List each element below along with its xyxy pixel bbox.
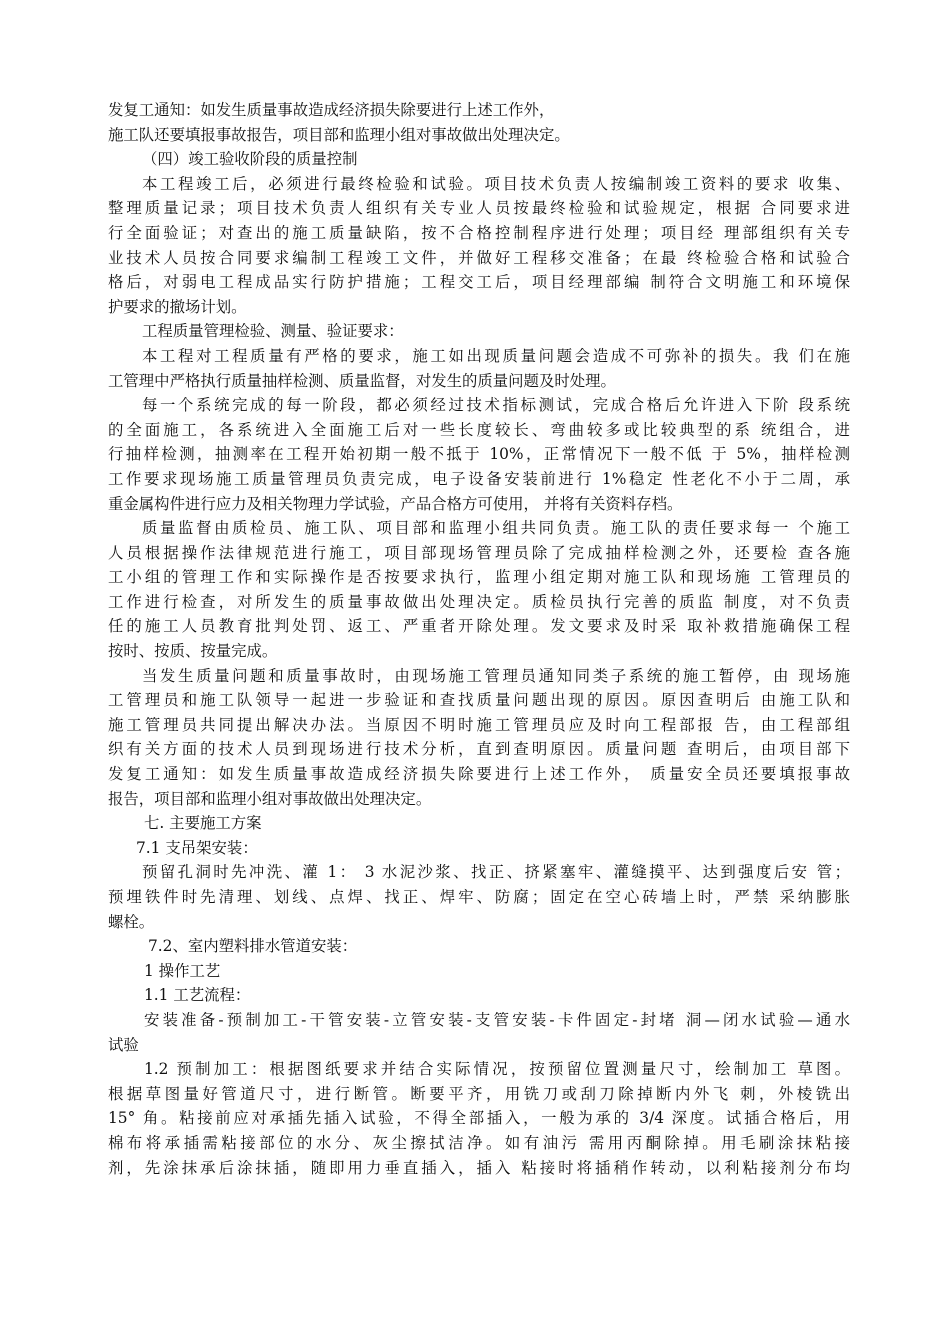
text-line: 当发生质量问题和质量事故时，由现场施工管理员通知同类子系统的施工暂停，由 现场施 [142, 666, 850, 685]
text-line: 本工程对工程质量有严格的要求，施工如出现质量问题会造成不可弥补的损失。我 们在施 [142, 346, 850, 365]
text-line: 护要求的撤场计划。 [108, 297, 247, 316]
text-line: 棉布将承插需粘接部位的水分、灰尘擦拭洁净。如有油污 需用丙酮除掉。用毛刷涂抹粘接 [108, 1133, 850, 1152]
text-line: 每一个系统完成的每一阶段，都必须经过技术指标测试，完成合格后允许进入下阶 段系统 [142, 396, 850, 415]
text-line: 任的施工人员教育批判处罚、返工、严重者开除处理。发文要求及时采 取补救措施确保工程 [108, 617, 850, 636]
section-heading: （四）竣工验收阶段的质量控制 [142, 150, 358, 169]
subsection-heading: 7.1 支吊架安装： [136, 838, 258, 857]
text-line: 格后，对弱电工程成品实行防护措施；工程交工后，项目经理部编 制符合文明施工和环境保 [108, 273, 850, 292]
text-line: 按时、按质、按量完成。 [108, 642, 278, 661]
text-line: 质量监督由质检员、施工队、项目部和监理小组共同负责。施工队的责任要求每一 个施工 [142, 519, 850, 538]
text-line: 行抽样检测，抽测率在工程开始初期一般不抵于 10%，正常情况下一般不低 于 5%，抽样检测 [108, 445, 850, 464]
text-line: 施工队还要填报事故报告，项目部和监理小组对事故做出处理决定。 [108, 125, 570, 144]
text-line: 工管理中严格执行质量抽样检测、质量监督，对发生的质量问题及时处理。 [108, 371, 616, 390]
text-line: 根据草图量好管道尺寸，进行断管。断要平齐，用铣刀或刮刀除掉断内外飞 刺，外棱铣出 [108, 1084, 850, 1103]
text-line: 业技术人员按合同要求编制工程竣工文件，并做好工程移交准备；在最 终检验合格和试验合 [108, 248, 850, 267]
text-line: 工小组的管理工作和实际操作是否按要求执行，监理小组定期对施工队和现场施 工管理员的 [108, 568, 850, 587]
subsection-heading: 7.2、室内塑料排水管道安装： [148, 937, 358, 956]
document-page [108, 98, 850, 1180]
text-line: 发复工通知：如发生质量事故造成经济损失除要进行上述工作外， 质量安全员还要填报事故 [108, 765, 850, 784]
text-line: 螺栓。 [108, 912, 155, 931]
section-heading: 工程质量管理检验、测量、验证要求： [142, 322, 404, 341]
text-line: 本工程竣工后，必须进行最终检验和试验。项目技术负责人按编制竣工资料的要求 收集、 [142, 174, 850, 193]
text-line: 整理质量记录；项目技术负责人组织有关专业人员按最终检验和试验规定，根据 合同要求进 [108, 199, 850, 218]
section-heading: 七. 主要施工方案 [144, 814, 262, 833]
text-line: 重金属构件进行应力及相关物理力学试验，产品合格方可使用， 并将有关资料存档。 [108, 494, 683, 513]
text-line: 预留孔洞时先冲洗、灌 1： 3 水泥沙浆、找正、挤紧塞牢、灌缝摸平、达到强度后安 管； [142, 863, 850, 882]
text-line: 工管理员和施工队领导一起进一步验证和查找质量问题出现的原因。原因查明后 由施工队和 [108, 691, 850, 710]
text-line: 试验 [108, 1035, 139, 1054]
text-line: 预埋铁件时先清理、划线、点焊、找正、焊牢、防腐；固定在空心砖墙上时，严禁 采纳膨胀 [108, 888, 850, 906]
text-line: 工作要求现场施工质量管理员负责完成，电子设备安装前进行 1%稳定 性老化不小于二周，承 [108, 469, 850, 488]
text-line: 15° 角。粘接前应对承插先插入试验，不得全部插入，一般为承的 3/4 深度。试插合格后，用 [108, 1109, 850, 1128]
text-line: 人员根据操作法律规范进行施工，项目部现场管理员除了完成抽样检测之外，还要检 查各施 [108, 543, 850, 562]
text-line: 工作进行检查，对所发生的质量事故做出处理决定。质检员执行完善的质监 制度，对不负责 [108, 592, 850, 611]
text-line: 织有关方面的技术人员到现场进行技术分析，直到查明原因。质量问题 查明后，由项目部下 [108, 740, 850, 759]
text-line: 的全面施工，各系统进入全面施工后对一些长度较长、弯曲较多或比较典型的系 统组合，进 [108, 420, 850, 439]
text-line: 1.2 预制加工：根据图纸要求并结合实际情况，按预留位置测量尺寸，绘制加工 草图。 [144, 1060, 850, 1079]
text-line: 安装准备-预制加工-干管安装-立管安装-支管安装-卡件固定-封堵 洞—闭水试验—通水 [144, 1010, 850, 1029]
text-line: 剂，先涂抹承后涂抹插，随即用力垂直插入，插入 粘接时将插稍作转动，以利粘接剂分布均 [108, 1158, 850, 1177]
text-line: 发复工通知：如发生质量事故造成经济损失除要进行上述工作外， [108, 101, 555, 119]
subsection-heading: 1.1 工艺流程： [144, 986, 251, 1005]
text-line: 施工管理员共同提出解决办法。当原因不明时施工管理员应及时向工程部报 告，由工程部组 [108, 715, 850, 734]
text-line: 行全面验证；对查出的施工质量缺陷，按不合格控制程序进行处理；项目经 理部组织有关专 [108, 223, 850, 242]
text-line: 报告，项目部和监理小组对事故做出处理决定。 [108, 789, 432, 808]
subsection-heading: 1 操作工艺 [144, 961, 221, 980]
